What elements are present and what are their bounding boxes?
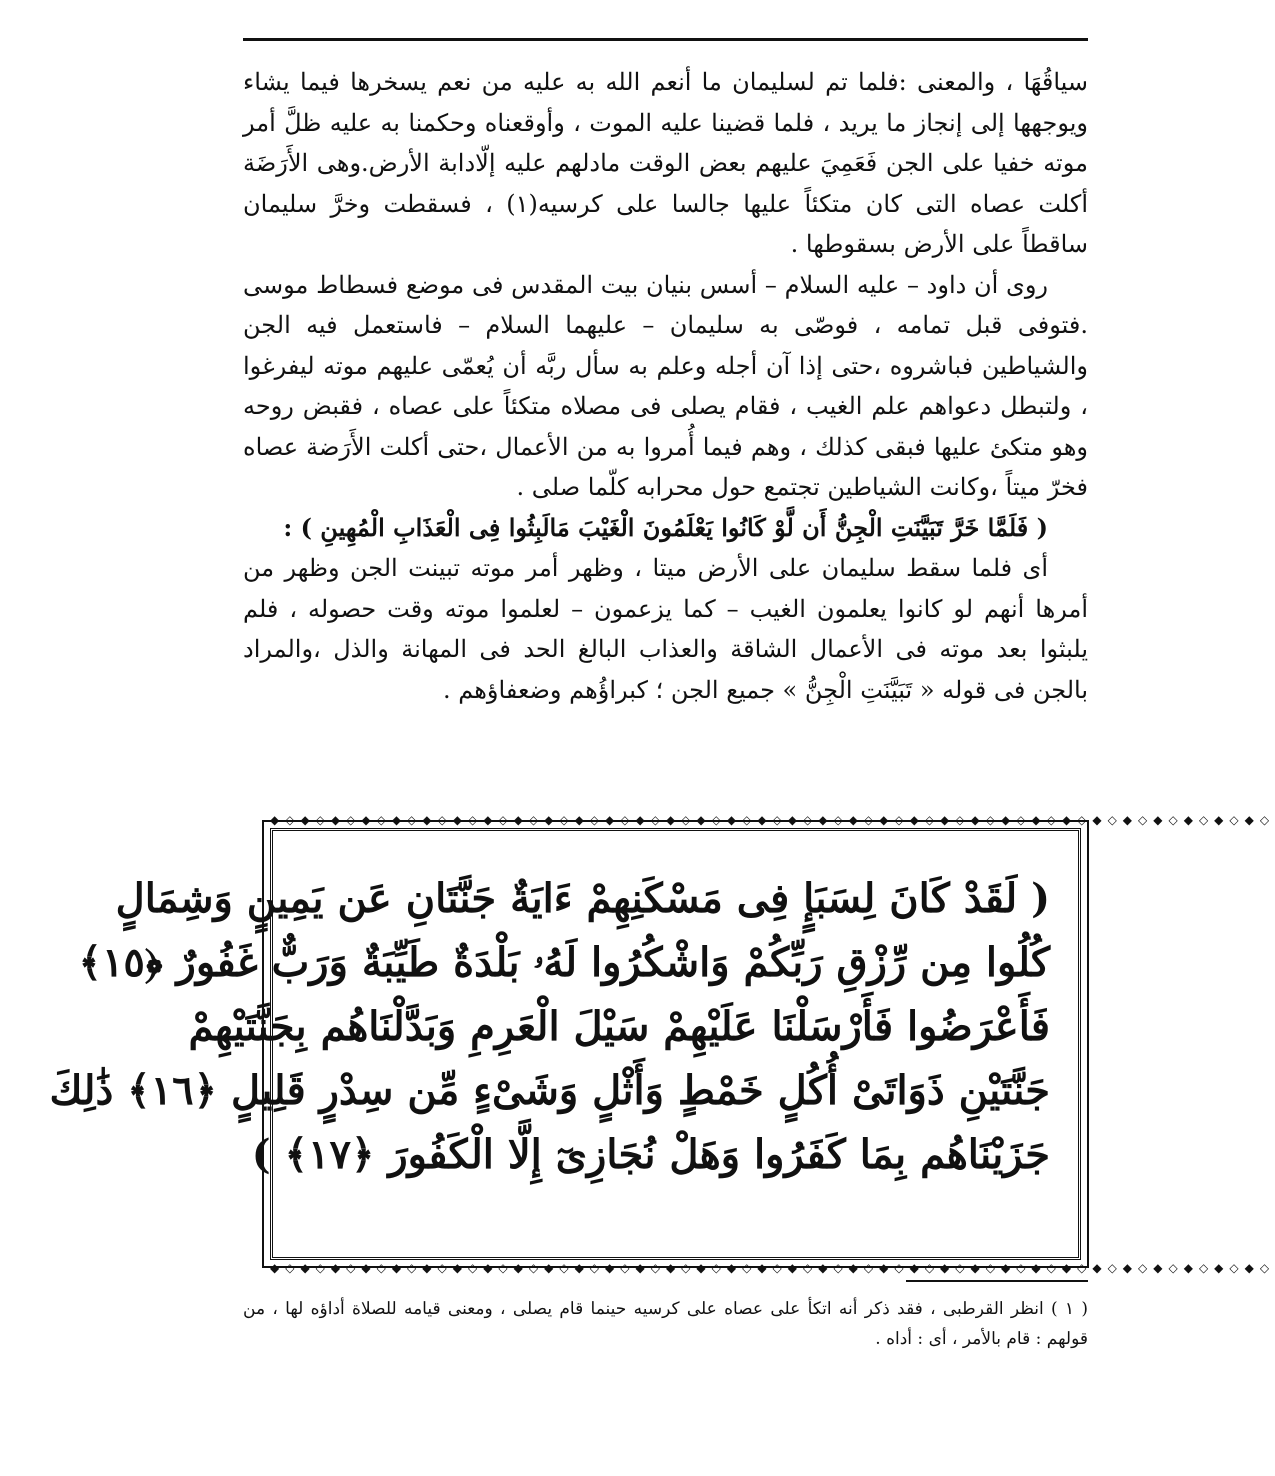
header-rule: [243, 38, 1088, 41]
footnote-rule: [906, 1280, 1088, 1282]
quran-verse-frame: [49, 828, 1081, 1260]
verse-line-5: جَزَيْنَاهُم بِمَا كَفَرُوا وَهَلْ نُجَازِىٓ إِلَّا الْكَفُورَ ﴿١٧﴾ ): [251, 1131, 1050, 1178]
paragraph-3: أى فلما سقط سليمان على الأرض ميتا ، وظهر أمر موته تبينت الجن وظهر من أمرها أنهم لو كانوا يعلمون الغيب – كما يزعمون – لعلموا موته وقت حصوله ، فلم يلبثوا بعد موته فى الأعمال الشاقة والعذاب البالغ الحد فى المهانة والذل ،والمراد بالجن فى قوله « تَبَيَّنَتِ الْجِنُّ » جميع الجن ؛ كبراؤُهم وضعفاؤهم .: [243, 554, 1088, 704]
footnote-text: ( ١ ) انظر القرطبى ، فقد ذكر أنه اتكأ على عصاه على كرسيه حينما قام يصلى ، ومعنى قيامه للصلاة أداؤه لها ، من قولهم : قام بالأمر ، أى : أداه .: [243, 1299, 1088, 1349]
verse-line-1: ( لَقَدْ كَانَ لِسَبَإٍ فِى مَسْكَنِهِمْ ءَايَةٌ جَنَّتَانِ عَن يَمِينٍ وَشِمَالٍ: [115, 875, 1050, 922]
paragraph-2: روى أن داود – عليه السلام – أسس بنيان بيت المقدس فى موضع فسطاط موسى .فتوفى قبل تمامه ، فوصّى به سليمان – عليهما السلام – فاستعمل فيه الجن والشياطين فباشروه ،حتى إذا آن أجله وعلم به سأل ربَّه أن يُعمّى عليهم موته ليفرغوا ، ولتبطل دعواهم علم الغيب ، فقام يصلى فى مصلاه متكئاً على عصاه ، فقبض روحه وهو متكئ عليها فبقى كذلك ، وهم فيما أُمروا به من الأعمال ،حتى أكلت الأَرَضة عصاه فخرّ ميتاً ،وكانت الشياطين تجتمع حول محرابه كلّما صلى .: [243, 270, 1088, 501]
verse-line-4: جَنَّتَيْنِ ذَوَاتَىْ أُكُلٍ خَمْطٍ وَأَثْلٍ وَشَىْءٍ مِّن سِدْرٍ قَلِيلٍ ﴿١٦﴾ ذَٰلِكَ: [49, 1067, 1050, 1114]
quran-verse-box: [49, 820, 1089, 1268]
body-text: [243, 62, 1088, 710]
ornament-border-bottom: ◆◇◆◇◆◇◆◇◆◇◆◇◆◇◆◇◆◇◆◇◆◇◆◇◆◇◆◇◆◇◆◇◆◇◆◇◆◇◆◇◆◇◆◇◆◇◆◇◆◇◆◇◆◇◆◇◆◇◆◇◆◇◆◇◆◇: [270, 1261, 1275, 1275]
verse-line-3: فَأَعْرَضُوا فَأَرْسَلْنَا عَلَيْهِمْ سَيْلَ الْعَرِمِ وَبَدَّلْنَاهُم بِجَنَّتَيْهِمْ: [188, 1003, 1050, 1050]
paragraph-1: سياقُهَا ، والمعنى :فلما تم لسليمان ما أنعم الله به عليه من نعم يسخرها فيما يشاء ويوجهها إلى إنجاز ما يريد ، فلما قضينا عليه الموت ، وأوقعناه وحكمنا به عليه ظلَّ أمر موته خفيا على الجن فَعَمِيَ عليهم بعض الوقت مادلهم عليه إلّادابة الأرض.وهى الأَرَضَة أكلت عصاه التى كان متكئاً عليها جالسا على كرسيه(١) ، فسقطت وخرَّ سليمان ساقطاً على الأرض بسقوطها .: [243, 68, 1088, 258]
ornament-border-top: ◆◇◆◇◆◇◆◇◆◇◆◇◆◇◆◇◆◇◆◇◆◇◆◇◆◇◆◇◆◇◆◇◆◇◆◇◆◇◆◇◆◇◆◇◆◇◆◇◆◇◆◇◆◇◆◇◆◇◆◇◆◇◆◇◆◇: [270, 813, 1275, 827]
verse-line-2: كُلُوا مِن رِّزْقِ رَبِّكُمْ وَاشْكُرُوا لَهُۥ بَلْدَةٌ طَيِّبَةٌ وَرَبٌّ غَفُورٌ ﴿١٥﴾: [78, 939, 1050, 986]
quoted-verse: ( فَلَمَّا خَرَّ تَبَيَّنَتِ الْجِنُّ أَن لَّوْ كَانُوا يَعْلَمُونَ الْغَيْبَ مَالَبِثُوا فِى الْعَذَابِ الْمُهِينِ ) :: [283, 512, 1048, 542]
footnote: [243, 1294, 1088, 1354]
